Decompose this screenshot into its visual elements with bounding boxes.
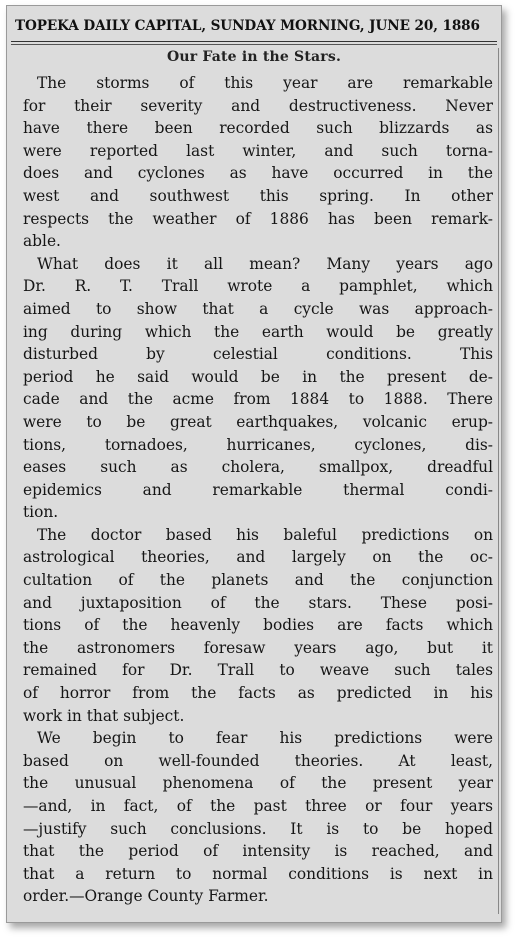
article-line: tions, tornadoes, hurricanes, cyclones, dis-	[23, 435, 493, 454]
article-line: The doctor based his baleful predictions on	[37, 525, 493, 544]
article-line: the unusual phenomena of the present year	[23, 774, 493, 793]
article-line: cade and the acme from 1884 to 1888. There	[23, 390, 493, 409]
newspaper-clipping	[6, 5, 502, 923]
article-line: and juxtaposition of the stars. These posi-	[23, 593, 493, 612]
article-line: tion.	[23, 503, 59, 522]
article-line: —justify such conclusions. It is to be hoped	[23, 819, 493, 838]
article-line: period he said would be in the present de-	[23, 367, 493, 386]
article-line: tions of the heavenly bodies are facts which	[23, 616, 493, 635]
article-line: cultation of the planets and the conjunction	[23, 571, 493, 590]
article-line: that the period of intensity is reached, and	[23, 842, 493, 861]
article-line: were reported last winter, and such torna-	[23, 141, 493, 160]
article-line: respects the weather of 1886 has been remark-	[23, 209, 493, 228]
article-line: were to be great earthquakes, volcanic erup-	[23, 412, 493, 431]
article-line: aimed to show that a cycle was approach-	[23, 299, 493, 318]
article-line: disturbed by celestial conditions. This	[23, 345, 493, 364]
article-line: What does it all mean? Many years ago	[37, 254, 493, 273]
article-line: work in that subject.	[23, 706, 185, 725]
article-line: of horror from the facts as predicted in his	[23, 684, 493, 703]
article-line: —and, in fact, of the past three or four years	[23, 797, 493, 815]
article-title: Our Fate in the Stars.	[166, 49, 342, 65]
article-line: the astronomers foresaw years ago, but it	[23, 638, 493, 657]
article-line: eases such as cholera, smallpox, dreadful	[23, 458, 493, 477]
article-line: for their severity and destructiveness. Never	[23, 96, 493, 115]
article-line: west and southwest this spring. In other	[23, 186, 493, 205]
article-line: remained for Dr. Trall to weave such tales	[23, 661, 493, 680]
article-line: able.	[23, 232, 61, 251]
article-line: ing during which the earth would be greatly	[23, 322, 493, 341]
article-line: does and cyclones as have occurred in the	[23, 164, 493, 183]
masthead-rule	[11, 41, 497, 42]
article-line: astrological theories, and largely on the oc-	[23, 548, 493, 567]
masthead: TOPEKA DAILY CAPITAL, SUNDAY MORNING, JUNE 20, 1886	[15, 18, 480, 34]
article-line: We begin to fear his predictions were	[37, 729, 493, 748]
masthead-rule-secondary	[11, 44, 497, 45]
article-line: order.—Orange County Farmer.	[23, 887, 269, 906]
article-body	[23, 72, 493, 908]
article-line: that a return to normal conditions is next in	[23, 864, 493, 883]
article-line: epidemics and remarkable thermal condi-	[23, 480, 493, 499]
article-line: based on well-founded theories. At least,	[23, 751, 493, 770]
article-line: The storms of this year are remarkable	[37, 74, 493, 92]
article-line: have there been recorded such blizzards as	[23, 119, 493, 138]
article-line: Dr. R. T. Trall wrote a pamphlet, which	[23, 277, 493, 296]
column-border	[498, 48, 499, 914]
